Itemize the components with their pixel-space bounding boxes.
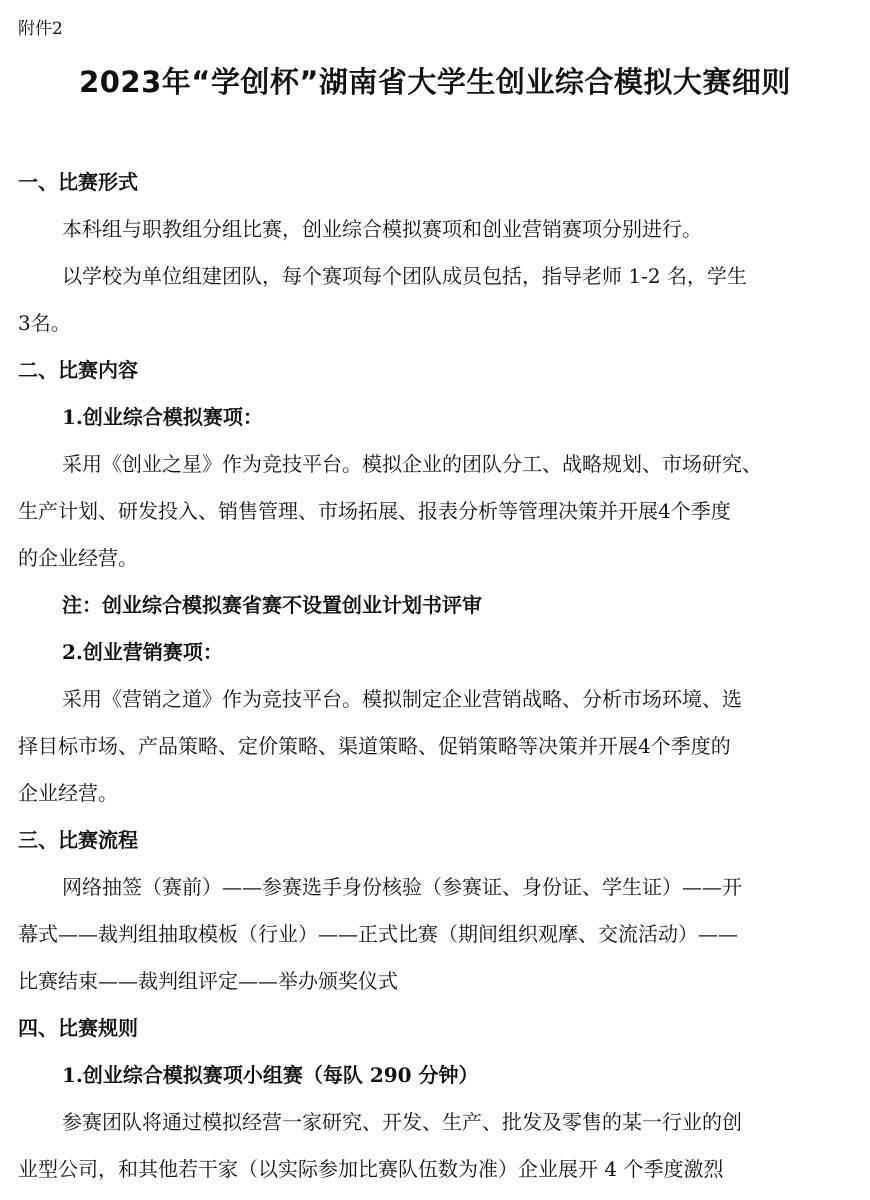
section-2-note: 注：创业综合模拟赛省赛不设置创业计划书评审: [62, 593, 482, 617]
section-1-paragraph-2-line-1: 以学校为单位组建团队，每个赛项每个团队成员包括，指导老师 1-2 名，学生: [62, 264, 747, 288]
section-4-item-1-line-1: 参赛团队将通过模拟经营一家研究、开发、生产、批发及零售的某一行业的创: [62, 1110, 742, 1134]
section-4-item-1-heading: 1.创业综合模拟赛项小组赛（每队 290 分钟）: [62, 1063, 479, 1087]
section-2-item-1-line-3: 的企业经营。: [18, 546, 138, 570]
document-title: 2023年“学创杯”湖南省大学生创业综合模拟大赛细则: [79, 65, 791, 99]
section-2-heading: 二、比赛内容: [18, 358, 138, 382]
section-4-heading: 四、比赛规则: [18, 1016, 138, 1040]
section-2-item-1-line-2: 生产计划、研发投入、销售管理、市场拓展、报表分析等管理决策并开展4个季度: [18, 499, 731, 523]
section-2-item-1-line-1: 采用《创业之星》作为竞技平台。模拟企业的团队分工、战略规划、市场研究、: [62, 452, 762, 476]
section-1-paragraph-1: 本科组与职教组分组比赛，创业综合模拟赛项和创业营销赛项分别进行。: [62, 217, 702, 241]
section-1-paragraph-2-line-2: 3名。: [18, 311, 71, 335]
section-2-item-2-line-3: 企业经营。: [18, 781, 118, 805]
section-4-item-1-line-2: 业型公司，和其他若干家（以实际参加比赛队伍数为准）企业展开 4 个季度激烈: [18, 1157, 724, 1181]
section-3-line-2: 幕式——裁判组抽取模板（行业）——正式比赛（期间组织观摩、交流活动）——: [18, 922, 738, 946]
attachment-label: 附件2: [18, 19, 63, 39]
section-3-line-3: 比赛结束——裁判组评定——举办颁奖仪式: [18, 969, 398, 993]
section-2-item-2-line-2: 择目标市场、产品策略、定价策略、渠道策略、促销策略等决策并开展4个季度的: [18, 734, 731, 758]
section-2-item-2-heading: 2.创业营销赛项：: [62, 640, 223, 664]
section-2-item-1-heading: 1.创业综合模拟赛项：: [62, 405, 263, 429]
section-3-line-1: 网络抽签（赛前）——参赛选手身份核验（参赛证、身份证、学生证）——开: [62, 875, 742, 899]
section-2-item-2-line-1: 采用《营销之道》作为竞技平台。模拟制定企业营销战略、分析市场环境、选: [62, 687, 742, 711]
section-3-heading: 三、比赛流程: [18, 828, 138, 852]
section-1-heading: 一、比赛形式: [18, 170, 138, 194]
